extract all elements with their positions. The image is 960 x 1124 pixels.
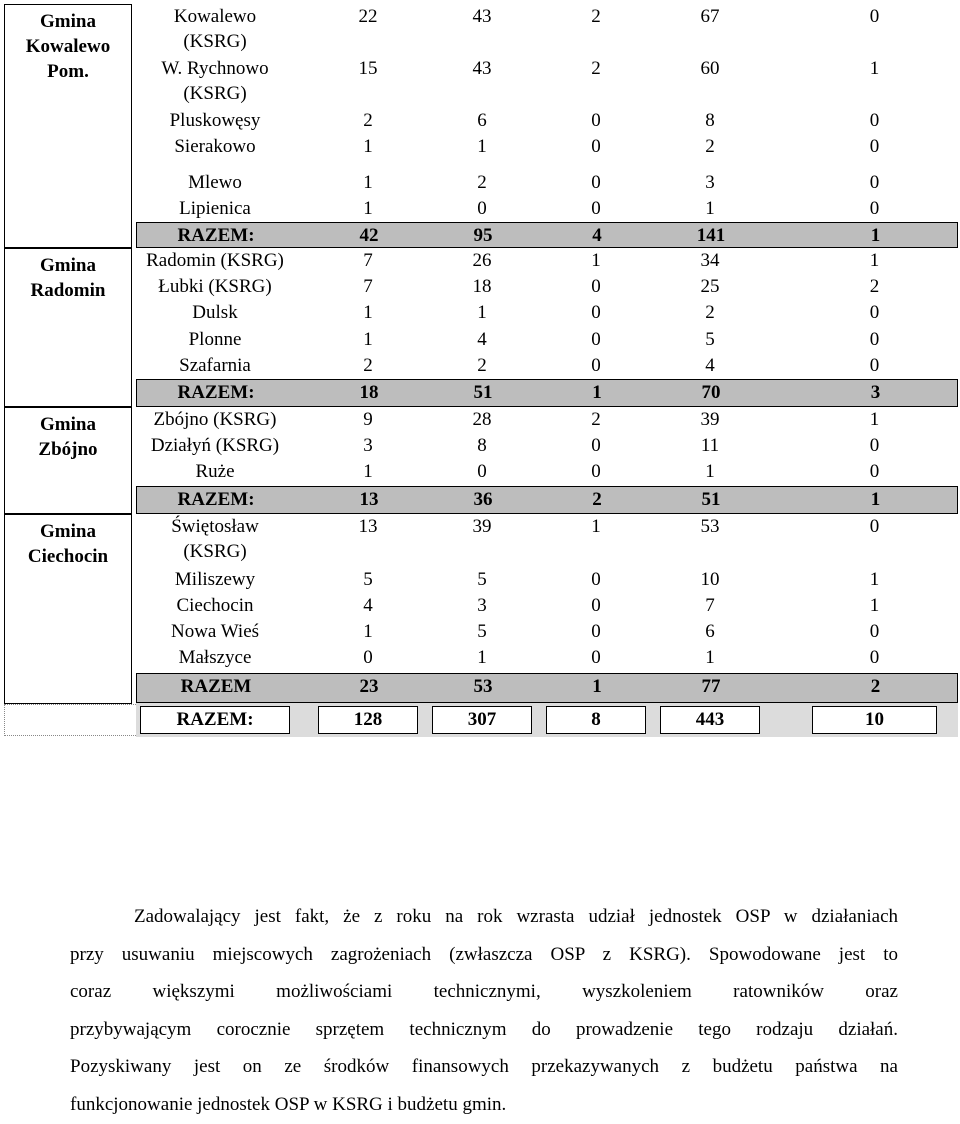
group-line: Zbójno [38, 439, 98, 460]
row-value-5: 0 [869, 172, 880, 193]
row-value-5: 0 [869, 329, 880, 350]
group-line: Ciechocin [27, 546, 109, 567]
row-value-2: 36 [473, 489, 493, 510]
row-value-4: 1 [705, 647, 715, 668]
row-value-5: 1 [870, 225, 881, 246]
row-value-3: 0 [591, 302, 601, 323]
row-value-3: 4 [592, 225, 602, 246]
row-name: Łubki (KSRG) [158, 276, 272, 297]
row-value-3: 0 [591, 647, 601, 668]
row-value-1: 128 [318, 706, 418, 734]
paragraph-line: przy usuwaniu miejscowych zagrożeniach (zwłaszcza OSP z KSRG). Spowodowane jest to [70, 943, 898, 965]
row-value-4: 7 [705, 595, 715, 616]
row-name: Ruże [195, 461, 235, 482]
row-value-5: 0 [869, 647, 880, 668]
row-value-1: 1 [363, 302, 373, 323]
row-value-5: 0 [869, 110, 880, 131]
row-name: Ciechocin [176, 595, 254, 616]
row-value-1: 1 [363, 136, 373, 157]
row-value-5: 2 [870, 676, 881, 697]
row-value-1: 7 [363, 276, 373, 297]
row-value-2: 0 [477, 461, 487, 482]
row-value-5: 1 [869, 595, 880, 616]
row-value-3: 0 [591, 136, 601, 157]
row-name: Małszyce [178, 647, 252, 668]
table-row [136, 593, 958, 619]
row-value-3: 0 [591, 172, 601, 193]
row-name: RAZEM [180, 676, 252, 697]
subtotal-row [136, 222, 958, 248]
row-value-3: 0 [591, 435, 601, 456]
row-value-3: 2 [591, 409, 601, 430]
row-value-1: 2 [363, 110, 373, 131]
row-value-2: 2 [477, 355, 487, 376]
row-value-5: 1 [870, 489, 881, 510]
row-value-5: 1 [869, 409, 880, 430]
row-name: RAZEM: [177, 225, 255, 246]
paragraph-line: coraz większymi możliwościami technicznymi, wyszkoleniem ratowników oraz [70, 981, 898, 1003]
row-value-5: 0 [869, 435, 880, 456]
row-name: Świętosław (KSRG) [171, 516, 259, 562]
row-value-2: 3 [477, 595, 487, 616]
row-value-4: 70 [701, 382, 721, 403]
row-name: RAZEM: [177, 382, 255, 403]
subtotal-row [136, 673, 958, 703]
row-value-1: 13 [358, 516, 378, 537]
row-value-2: 26 [472, 250, 492, 271]
row-value-3: 0 [591, 329, 601, 350]
row-value-5: 2 [869, 276, 880, 297]
row-value-4: 39 [700, 409, 720, 430]
row-value-1: 42 [359, 225, 379, 246]
row-value-2: 28 [472, 409, 492, 430]
row-value-2: 39 [472, 516, 492, 537]
row-name: Sierakowo [174, 136, 256, 157]
table-row [136, 407, 958, 433]
paragraph-line: Pozyskiwany jest on ze środków finansowych przekazywanych z budżetu państwa na [70, 1056, 898, 1078]
row-value-2: 0 [477, 198, 487, 219]
row-value-5: 0 [869, 6, 880, 27]
row-value-4: 1 [705, 198, 715, 219]
row-value-4: 1 [705, 461, 715, 482]
row-value-4: 141 [696, 225, 726, 246]
row-value-3: 1 [591, 250, 601, 271]
group-cell-zbojno [4, 407, 132, 514]
row-value-1: 5 [363, 569, 373, 590]
paragraph-line: przybywającym corocznie sprzętem technicznym do prowadzenie tego rodzaju działań. [70, 1018, 898, 1040]
table-row [136, 274, 958, 300]
row-name: Kowalewo (KSRG) [173, 6, 257, 52]
row-value-5: 3 [870, 382, 881, 403]
row-value-4: 3 [705, 172, 715, 193]
row-value-3: 0 [591, 621, 601, 642]
row-name: Zbójno (KSRG) [153, 409, 277, 430]
row-value-3: 0 [591, 198, 601, 219]
row-value-4: 2 [705, 136, 715, 157]
group-line: Gmina [40, 521, 96, 542]
row-name: Lipienica [179, 198, 251, 219]
subtotal-row [136, 379, 958, 407]
row-name: Mlewo [188, 172, 242, 193]
table-row [136, 327, 958, 353]
row-name: RAZEM: [177, 489, 255, 510]
paragraph-line: funkcjonowanie jednostek OSP w KSRG i budżetu gmin. [70, 1093, 507, 1115]
row-value-5: 1 [869, 58, 880, 79]
table-row [136, 433, 958, 459]
subtotal-row [136, 486, 958, 514]
table-row [136, 170, 958, 196]
row-value-2: 307 [432, 706, 532, 734]
row-value-2: 18 [472, 276, 492, 297]
group-line: Gmina [40, 255, 96, 276]
row-value-4: 25 [700, 276, 720, 297]
row-value-1: 7 [363, 250, 373, 271]
group-cell-ciechocin [4, 514, 132, 704]
group-cell-radomin [4, 248, 132, 407]
group-line: Gmina [40, 11, 96, 32]
row-value-5: 0 [869, 516, 880, 537]
row-value-4: 51 [701, 489, 721, 510]
table-row [136, 514, 958, 567]
row-value-2: 4 [477, 329, 487, 350]
row-value-1: 4 [363, 595, 373, 616]
row-value-1: 1 [363, 172, 373, 193]
row-value-5: 1 [869, 250, 880, 271]
table-row [136, 300, 958, 327]
row-value-4: 77 [701, 676, 721, 697]
row-value-1: 1 [363, 329, 373, 350]
table-row [136, 619, 958, 645]
row-name: Nowa Wieś [170, 621, 260, 642]
row-value-5: 0 [869, 355, 880, 376]
row-value-2: 1 [477, 136, 487, 157]
group-line: Gmina [40, 414, 96, 435]
row-name: Działyń (KSRG) [150, 435, 280, 456]
row-name: Radomin (KSRG) [146, 250, 284, 271]
row-value-2: 95 [473, 225, 493, 246]
row-value-5: 0 [869, 198, 880, 219]
row-value-4: 34 [700, 250, 720, 271]
row-value-1: 1 [363, 621, 373, 642]
row-value-3: 0 [591, 276, 601, 297]
row-value-4: 60 [700, 58, 720, 79]
row-value-3: 2 [592, 489, 602, 510]
row-value-4: 53 [700, 516, 720, 537]
table-row [136, 567, 958, 593]
row-value-3: 0 [591, 355, 601, 376]
table-row [136, 459, 958, 486]
row-value-2: 53 [473, 676, 493, 697]
row-value-1: 22 [358, 6, 378, 27]
row-value-1: 1 [363, 198, 373, 219]
row-value-4: 6 [705, 621, 715, 642]
row-value-2: 43 [472, 6, 492, 27]
row-value-2: 2 [477, 172, 487, 193]
row-value-1: 9 [363, 409, 373, 430]
row-value-4: 8 [705, 110, 715, 131]
row-value-1: 0 [363, 647, 373, 668]
table-row [136, 56, 958, 108]
row-value-4: 67 [700, 6, 720, 27]
row-value-3: 0 [591, 110, 601, 131]
paragraph-line: Zadowalający jest fakt, że z roku na rok wzrasta udział jednostek OSP w działaniach [134, 906, 898, 927]
group-line: Pom. [47, 61, 89, 82]
row-value-1: 3 [363, 435, 373, 456]
row-value-2: 6 [477, 110, 487, 131]
table-row [136, 645, 958, 673]
table-row [136, 353, 958, 379]
row-value-4: 4 [705, 355, 715, 376]
row-value-1: 2 [363, 355, 373, 376]
row-value-3: 1 [591, 516, 601, 537]
row-name: Dulsk [192, 302, 238, 323]
row-value-4: 5 [705, 329, 715, 350]
row-value-3: 0 [591, 595, 601, 616]
table-row [136, 134, 958, 160]
row-value-4: 10 [700, 569, 720, 590]
grand-total-row [136, 703, 958, 737]
row-value-5: 10 [812, 706, 937, 734]
table-row [136, 248, 958, 274]
row-value-2: 1 [477, 302, 487, 323]
row-value-4: 11 [700, 435, 720, 456]
group-cell-kowalewo [4, 4, 132, 248]
row-name: RAZEM: [140, 706, 290, 734]
row-name: Plonne [188, 329, 242, 350]
group-line: Kowalewo [25, 36, 111, 57]
row-value-5: 0 [869, 302, 880, 323]
row-value-3: 0 [591, 569, 601, 590]
row-name: Szafarnia [179, 355, 251, 376]
row-value-1: 13 [359, 489, 379, 510]
row-value-2: 51 [473, 382, 493, 403]
row-value-4: 443 [660, 706, 760, 734]
row-name: Pluskowęsy [169, 110, 261, 131]
row-value-1: 1 [363, 461, 373, 482]
row-name: Miliszewy [174, 569, 256, 590]
row-value-2: 1 [477, 647, 487, 668]
row-value-3: 8 [546, 706, 646, 734]
row-value-2: 8 [477, 435, 487, 456]
row-name: W. Rychnowo (KSRG) [161, 58, 269, 104]
row-value-5: 0 [869, 136, 880, 157]
row-value-2: 43 [472, 58, 492, 79]
row-value-1: 15 [358, 58, 378, 79]
row-value-5: 0 [869, 461, 880, 482]
table-row [136, 196, 958, 222]
row-value-3: 1 [592, 382, 602, 403]
group-line: Radomin [30, 280, 106, 301]
row-value-5: 0 [869, 621, 880, 642]
row-value-3: 1 [592, 676, 602, 697]
row-value-2: 5 [477, 569, 487, 590]
table-row [136, 4, 958, 56]
row-value-2: 5 [477, 621, 487, 642]
row-value-3: 0 [591, 461, 601, 482]
row-value-4: 2 [705, 302, 715, 323]
row-value-5: 1 [869, 569, 880, 590]
row-value-1: 23 [359, 676, 379, 697]
table-row [136, 108, 958, 134]
row-value-3: 2 [591, 58, 601, 79]
row-value-1: 18 [359, 382, 379, 403]
row-value-3: 2 [591, 6, 601, 27]
body-paragraph [70, 898, 898, 1124]
